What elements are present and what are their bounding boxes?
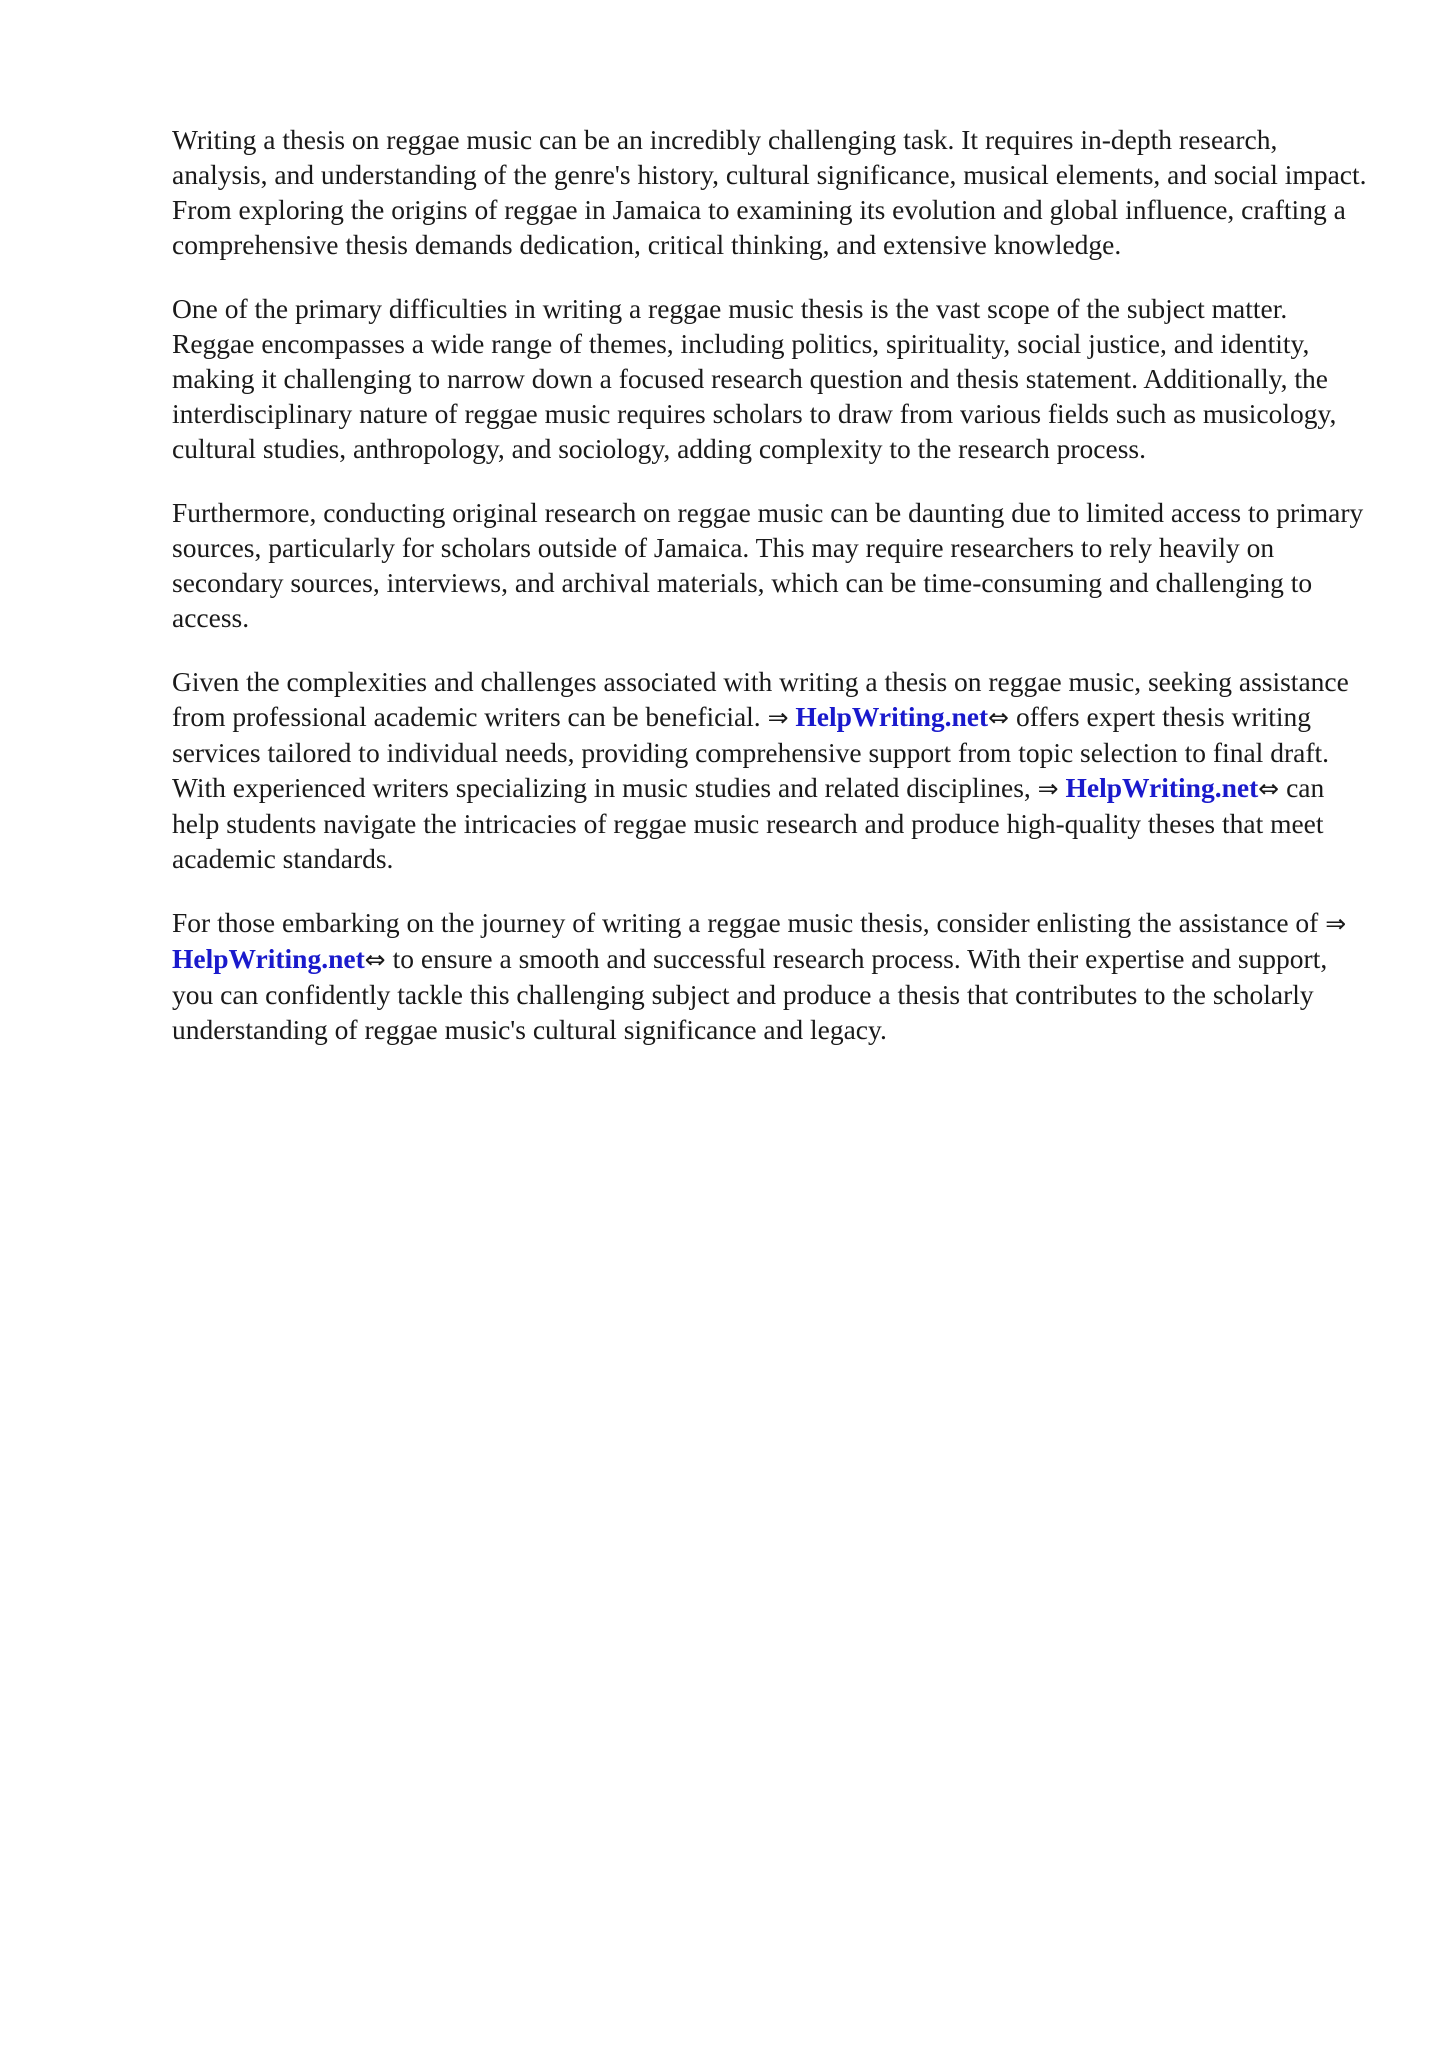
- document-page: [172, 122, 1372, 1076]
- right-double-arrow-icon: ⇒: [1037, 774, 1059, 803]
- text-segment: offers expert thesis writing services tailored to individual needs, providing comprehensive support from topic selection to final draft. With experienced writers specializing in music studies and related disciplines,: [172, 701, 1329, 803]
- left-right-double-arrow-icon: ⇔: [988, 703, 1010, 732]
- right-double-arrow-icon: ⇒: [767, 703, 789, 732]
- text-segment: can help students navigate the intricacies of reggae music research and produce high-quality theses that meet academic standards.: [172, 772, 1325, 874]
- right-double-arrow-icon: ⇒: [1325, 909, 1347, 938]
- text-segment: Given the complexities and challenges associated with writing a thesis on reggae music, seeking assistance from professional academic writers can be beneficial.: [172, 666, 1349, 732]
- helpwriting-link[interactable]: HelpWriting.net: [795, 701, 989, 732]
- text-segment: to ensure a smooth and successful research process. With their expertise and support, you can confidently tackle this challenging subject and produce a thesis that contributes to the scholarly understanding of reggae music's cultural significance and legacy.: [172, 943, 1328, 1045]
- paragraph-difficulties: One of the primary difficulties in writing a reggae music thesis is the vast scope of the subject matter. Reggae encompasses a wide range of themes, including politics, spirituality, social justice, and identity, making it challenging to narrow down a focused research question and thesis statement. Additionally, the interdisciplinary nature of reggae music requires scholars to draw from various fields such as musicology, cultural studies, anthropology, and sociology, adding complexity to the research process.: [172, 293, 1337, 464]
- left-right-double-arrow-icon: ⇔: [364, 945, 386, 974]
- left-right-double-arrow-icon: ⇔: [1258, 774, 1280, 803]
- paragraph-assistance: [172, 664, 1372, 876]
- paragraph-research-access: Furthermore, conducting original research on reggae music can be daunting due to limited access to primary sources, particularly for scholars outside of Jamaica. This may require researchers to rely heavily on secondary sources, interviews, and archival materials, which can be time-consuming and challenging to access.: [172, 497, 1364, 633]
- text-segment: For those embarking on the journey of writing a reggae music thesis, consider enlisting the assistance of: [172, 907, 1326, 938]
- paragraph-intro: Writing a thesis on reggae music can be an incredibly challenging task. It requires in-depth research, analysis, and understanding of the genre's history, cultural significance, musical elements, and social impact. From exploring the origins of reggae in Jamaica to examining its evolution and global influence, crafting a comprehensive thesis demands dedication, critical thinking, and extensive knowledge.: [172, 124, 1367, 260]
- helpwriting-link[interactable]: HelpWriting.net: [172, 943, 365, 974]
- paragraph-conclusion: [172, 905, 1372, 1047]
- helpwriting-link[interactable]: HelpWriting.net: [1065, 772, 1259, 803]
